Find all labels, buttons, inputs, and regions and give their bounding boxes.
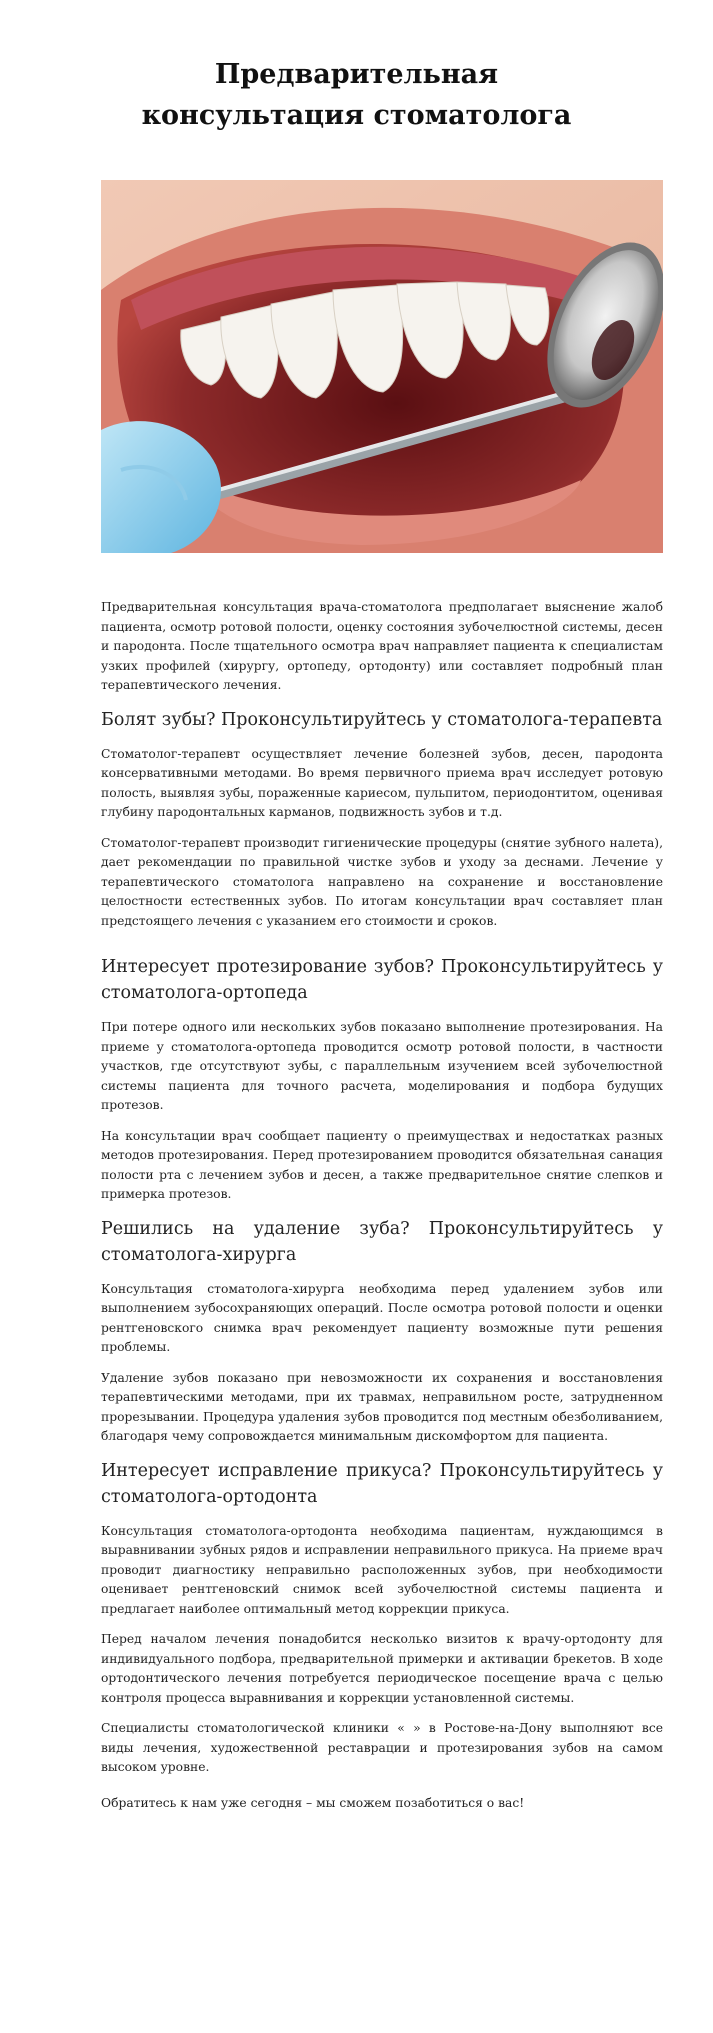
paragraph: Стоматолог-терапевт производит гигиенические процедуры (снятие зубного налета), дает рекомендации по правильной чистке зубов и уходу за деснами. Лечение у терапевтического стоматолога направлено на сохранение и восстановление целостности естественных зубов. По итогам консультации врач составляет план предстоящего лечения с указанием его стоимости и сроков.	[101, 835, 663, 928]
intro-paragraph: Предварительная консультация врача-стоматолога предполагает выяснение жалоб пациента, осмотр ротовой полости, оценку состояния зубочелюстной системы, десен и пародонта. После тщательного осмотра врач направляет пациента к специалистам узких профилей (хирургу, ортопеду, ортодонту) или составляет подробный план терапевтического лечения.	[101, 600, 663, 692]
paragraph: Консультация стоматолога-ортодонта необходима пациентам, нуждающимся в выравнивании зубных рядов и исправлении неправильного прикуса. На приеме врач проводит диагностику неправильно расположенных зубов, при необходимости оценивает рентгеновский снимок всей зубочелюстной системы пациента и предлагает наиболее оптимальный метод коррекции прикуса.	[101, 1523, 663, 1616]
paragraph: Удаление зубов показано при невозможности их сохранения и восстановления терапевтическими методами, при их травмах, неправильном росте, затрудненном прорезывании. Процедура удаления зубов проводится под местным обезболиванием, благодаря чему сопровождается минимальным дискомфортом для пациента.	[101, 1370, 663, 1443]
teeth-photo	[101, 180, 663, 553]
section-heading-therapist: Болят зубы? Проконсультируйтесь у стоматолога-терапевта	[101, 709, 663, 730]
page-title: Предварительная консультация стоматолога	[141, 59, 572, 131]
hero-image	[101, 180, 663, 553]
paragraph: Консультация стоматолога-хирурга необходима перед удалением зубов или выполнением зубосохраняющих операций. После осмотра ротовой полости и оценки рентгеновского снимка врач рекомендует пациенту возможные пути решения проблемы.	[101, 1281, 663, 1354]
article-body	[101, 598, 663, 1824]
closing-paragraph: Обратитесь к нам уже сегодня – мы сможем позаботиться о вас!	[101, 1795, 525, 1810]
paragraph: Перед началом лечения понадобится несколько визитов к врачу-ортодонту для индивидуального подбора, предварительной примерки и активации брекетов. В ходе ортодонтического лечения потребуется периодическое посещение врача с целью контроля процесса выравнивания и коррекции установленной системы.	[101, 1632, 663, 1705]
section-heading-orthodontist: Интересует исправление прикуса? Проконсультируйтесь у стоматолога-ортодонта	[101, 1460, 663, 1507]
section-heading-surgeon: Решились на удаление зуба? Проконсультируйтесь у стоматолога-хирурга	[101, 1218, 663, 1265]
paragraph: Специалисты стоматологической клиники « » в Ростове-на-Дону выполняют все виды лечения, художественной реставрации и протезирования зубов на самом высоком уровне.	[101, 1721, 663, 1774]
section-heading-orthopedist: Интересует протезирование зубов? Проконсультируйтесь у стоматолога-ортопеда	[101, 957, 663, 1003]
paragraph: На консультации врач сообщает пациенту о преимуществах и недостатках разных методов протезирования. Перед протезированием проводится обязательная санация полости рта с лечением зубов и десен, а также предварительное снятие слепков и примерка протезов.	[101, 1128, 663, 1201]
paragraph: Стоматолог-терапевт осуществляет лечение болезней зубов, десен, пародонта консервативными методами. Во время первичного приема врач исследует ротовую полость, выявляя зубы, пораженные кариесом, пульпитом, периодонтитом, оценивая глубину пародонтальных карманов, подвижность зубов и т.д.	[101, 746, 663, 819]
paragraph: При потере одного или нескольких зубов показано выполнение протезирования. На приеме у стоматолога-ортопеда проводится осмотр ротовой полости, в частности участков, где отсутствуют зубы, с параллельным изучением всей зубочелюстной системы пациента для точного расчета, моделирования и подбора будущих протезов.	[101, 1020, 663, 1112]
